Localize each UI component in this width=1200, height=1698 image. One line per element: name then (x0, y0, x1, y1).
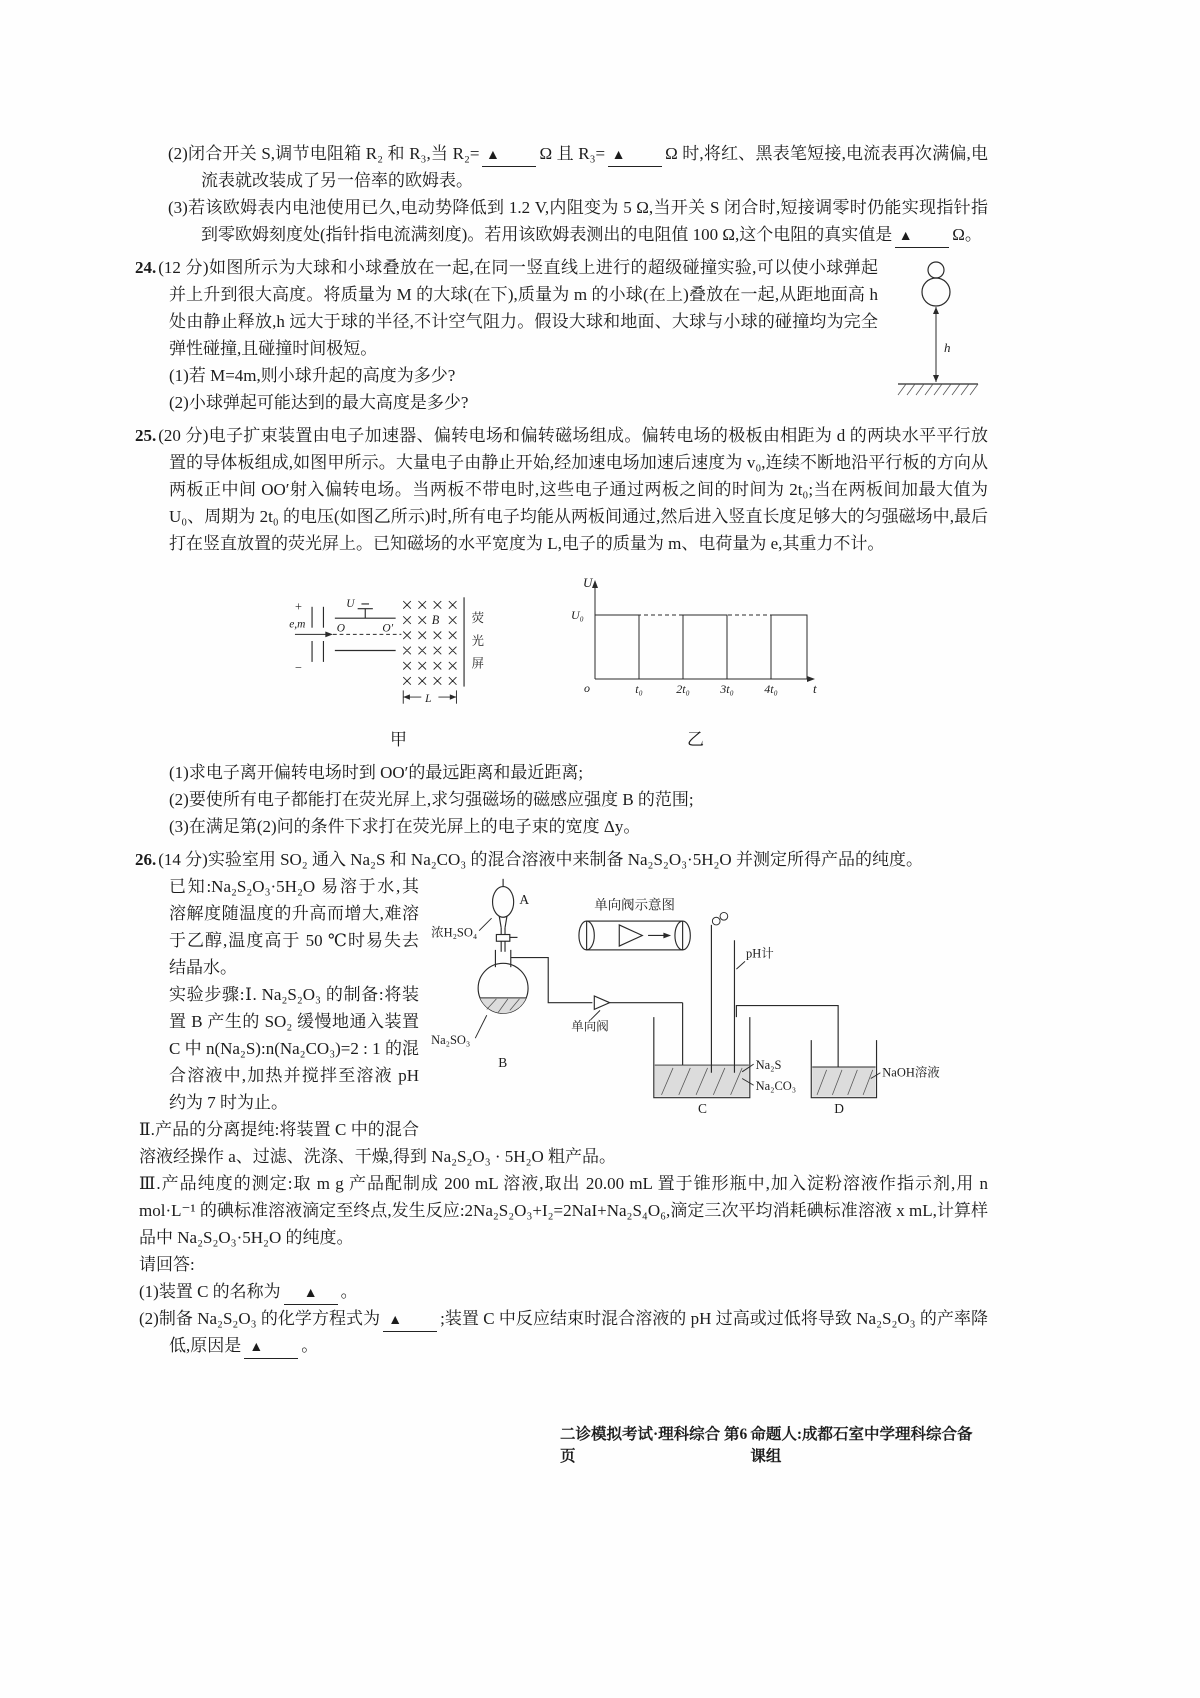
q23-part3-text-2: Ω。 (952, 225, 982, 244)
answer-blank: ▲ (482, 146, 536, 167)
funnel-A-label: A (519, 891, 530, 907)
answer-blank: ▲ (608, 146, 662, 167)
question-24 (135, 254, 988, 416)
height-label: h (944, 340, 951, 355)
answer-blank: ▲ (895, 227, 949, 248)
deflection-field-figure (289, 565, 508, 717)
u-axis-label: U (583, 575, 593, 590)
voltage-waveform-figure (563, 567, 828, 717)
conc-sulfuric-acid-label: 浓H₂SO₄ (431, 925, 478, 940)
answer-blank: ▲ (383, 1311, 437, 1332)
sodium-carbonate-label: Na₂CO₃ (755, 1079, 797, 1094)
u0-label: U₀ (571, 608, 584, 622)
q26-part1-text-2: 。 (340, 1282, 358, 1301)
ph-meter-label: pH计 (745, 946, 774, 961)
figure-yi-group (563, 567, 828, 753)
point-O-prime-label: O′ (382, 622, 394, 635)
figure-yi-caption: 乙 (687, 730, 704, 749)
q24-stem-text: (12 分)如图所示为大球和小球叠放在一起,在同一竖直线上进行的超级碰撞实验,可以使小球弹起并上升到很大高度。将质量为 M 的大球(在下),质量为 m 的小球(在上)叠放在一起,从距地面高 h 处由静止释放,h 远大于球的半径,不计空气阻力。假设大球和地面、大球与小球的碰撞均为完全弹性碰撞,且碰撞时间极短。 (158, 258, 878, 358)
tick-2t0: 2t₀ (676, 682, 690, 696)
footer-exam-title: 二诊模拟考试·理科综合 第6页 (560, 1426, 748, 1465)
q26-stem-text: (14 分)实验室用 SO₂ 通入 Na₂S 和 Na₂CO₃ 的混合溶液中来制备 Na₂S₂O₃·5H₂O 并测定所得产品的纯度。 (158, 850, 923, 869)
q23-part2-text-1: (2)闭合开关 S,调节电阻箱 R₂ 和 R₃,当 R₂= (168, 144, 480, 163)
beaker-D-label: D (834, 1101, 845, 1115)
voltage-label: U (346, 597, 355, 610)
apparatus-figure (431, 875, 988, 1115)
screen-label-3: 屏 (471, 656, 484, 671)
q26-part2-text-3: 。 (301, 1336, 319, 1355)
answer-blank: ▲ (284, 1284, 338, 1305)
q23-part2-text-3: Ω 时,将红、黑表笔短接,电流表再次满偏,电流表就改装成了另一倍率的欧姆表。 (201, 144, 988, 190)
point-O-label: O (336, 622, 345, 635)
width-L-label: L (425, 692, 432, 705)
q24-number: 24. (135, 258, 157, 277)
q26-step1: 实验步骤:Ⅰ. Na₂S₂O₃ 的制备:将装置 B 产生的 SO₂ 缓慢地通入装置 C 中 n(Na₂S):n(Na₂CO₃)=2 : 1 的混合溶液中,加热并搅拌至溶液 pH 约为 7 时为止。 (169, 985, 419, 1112)
tick-4t0: 4t₀ (764, 682, 778, 696)
q25-figures (289, 565, 988, 753)
minus-sign: − (294, 660, 302, 675)
q25-number: 25. (135, 426, 157, 445)
q26-part1-text-1: (1)装置 C 的名称为 (139, 1282, 281, 1301)
q24-part1: (1)若 M=4m,则小球升起的高度为多少? (169, 366, 456, 385)
question-26 (135, 846, 988, 1359)
q25-stem-text: (20 分)电子扩束装置由电子加速器、偏转电场和偏转磁场组成。偏转电场的极板由相距为 d 的两块水平平行放置的导体板组成,如图甲所示。大量电子由静止开始,经加速电场加速后速度为 v₀,连续不断地沿平行板的方向从两板正中间 OO′射入偏转电场。当两板不带电时,这些电子通过两板之间的时间为 2t₀;当在两板间加最大值为 U₀、周期为 2t₀ 的电压(如图乙所示)时,所有电子均能从两板间通过,然后进入竖直长度足够大的匀强磁场中,最后打在竖直放置的荧光屏上。已知磁场的水平宽度为 L,电子的质量为 m、电荷量为 e,其重力不计。 (158, 426, 988, 553)
q26-part2-text-2: ;装置 C 中反应结束时混合溶液的 pH 过高或过低将导致 Na₂S₂O₃ 的产率降低,原因是 (169, 1309, 989, 1355)
q26-step2: Ⅱ.产品的分离提纯:将装置 C 中的混合溶液经操作 a、过滤、洗涤、干燥,得到 Na₂S₂O₃ · 5H₂O 粗产品。 (139, 1120, 617, 1166)
question-23-continuation (168, 140, 988, 248)
one-way-valve-label: 单向阀 (571, 1019, 609, 1034)
q24-figure-wrap (888, 254, 988, 412)
q26-part1 (139, 1278, 988, 1305)
q25-stem (135, 422, 988, 557)
screen-label-2: 光 (471, 633, 484, 648)
q26-answer-prompt: 请回答: (139, 1255, 195, 1274)
q25-part2: (2)要使所有电子都能打在荧光屏上,求匀强磁场的磁感应强度 B 的范围; (169, 790, 694, 809)
q24-stem (135, 254, 988, 362)
q26-number: 26. (135, 850, 157, 869)
figure-jia-group (289, 565, 508, 753)
footer-author: 命题人:成都石室中学理科综合备课组 (750, 1426, 973, 1465)
screen-label-1: 荧 (471, 611, 484, 625)
q24-part2: (2)小球弹起可能达到的最大高度是多少? (169, 393, 469, 412)
electron-label: e,m (289, 618, 306, 631)
q26-step3: Ⅲ.产品纯度的测定:取 m g 产品配制成 200 mL 溶液,取出 20.00 mL 置于锥形瓶中,加入淀粉溶液作指示剂,用 n mol·L⁻¹ 的碘标准溶液滴定至终点,发生反应:2Na₂S₂O₃+I₂=2NaI+Na₂S₄O₆,滴定三次平均消耗碘标准溶液 x mL,计算样品中 Na₂S₂O₃·5H₂O 的纯度。 (139, 1174, 988, 1247)
q26-part2-text-1: (2)制备 Na₂S₂O₃ 的化学方程式为 (139, 1309, 381, 1328)
q26-figure-wrap (431, 875, 988, 1115)
magnetic-field-label: B (431, 612, 440, 627)
figure-jia-caption: 甲 (390, 730, 407, 749)
flask-B-label: B (498, 1055, 508, 1070)
q23-part2 (168, 140, 988, 194)
sodium-sulfide-label: Na₂S (755, 1057, 782, 1072)
q26-stem (135, 846, 988, 873)
page-footer (135, 1424, 988, 1468)
tick-t0: t₀ (635, 682, 643, 696)
naoh-solution-label: NaOH溶液 (882, 1065, 940, 1080)
container-C-label: C (697, 1101, 707, 1115)
q23-part3-text-1: (3)若该欧姆表内电池使用已久,电动势降低到 1.2 V,内阻变为 5 Ω,当开关 S 闭合时,短接调零时仍能实现指针指到零欧姆刻度处(指针指电流满刻度)。若用该欧姆表测出的电阻值 100 Ω,这个电阻的真实值是 (168, 198, 988, 244)
t-axis-label: t (813, 681, 817, 696)
valve-schematic-title: 单向阀示意图 (594, 897, 675, 913)
q25-part1: (1)求电子离开偏转电场时到 OO′的最远距离和最近距离; (169, 763, 584, 782)
origin-label: o (584, 681, 590, 695)
stacked-balls-figure (888, 254, 988, 404)
question-25 (135, 422, 988, 840)
sodium-sulfite-label: Na₂SO₃ (431, 1032, 471, 1047)
q23-part3 (168, 194, 988, 248)
q26-part2 (139, 1305, 988, 1359)
tick-3t0: 3t₀ (720, 682, 734, 696)
answer-blank: ▲ (244, 1338, 298, 1359)
page-content (135, 140, 988, 1359)
plus-sign: + (294, 599, 302, 614)
q25-part3: (3)在满足第(2)问的条件下求打在荧光屏上的电子束的宽度 Δy。 (169, 817, 641, 836)
q26-known-text: 已知:Na₂S₂O₃·5H₂O 易溶于水,其溶解度随温度的升高而增大,难溶于乙醇,温度高于 50 ℃时易失去结晶水。 (169, 877, 419, 977)
q23-part2-text-2: Ω 且 R₃= (539, 144, 606, 163)
